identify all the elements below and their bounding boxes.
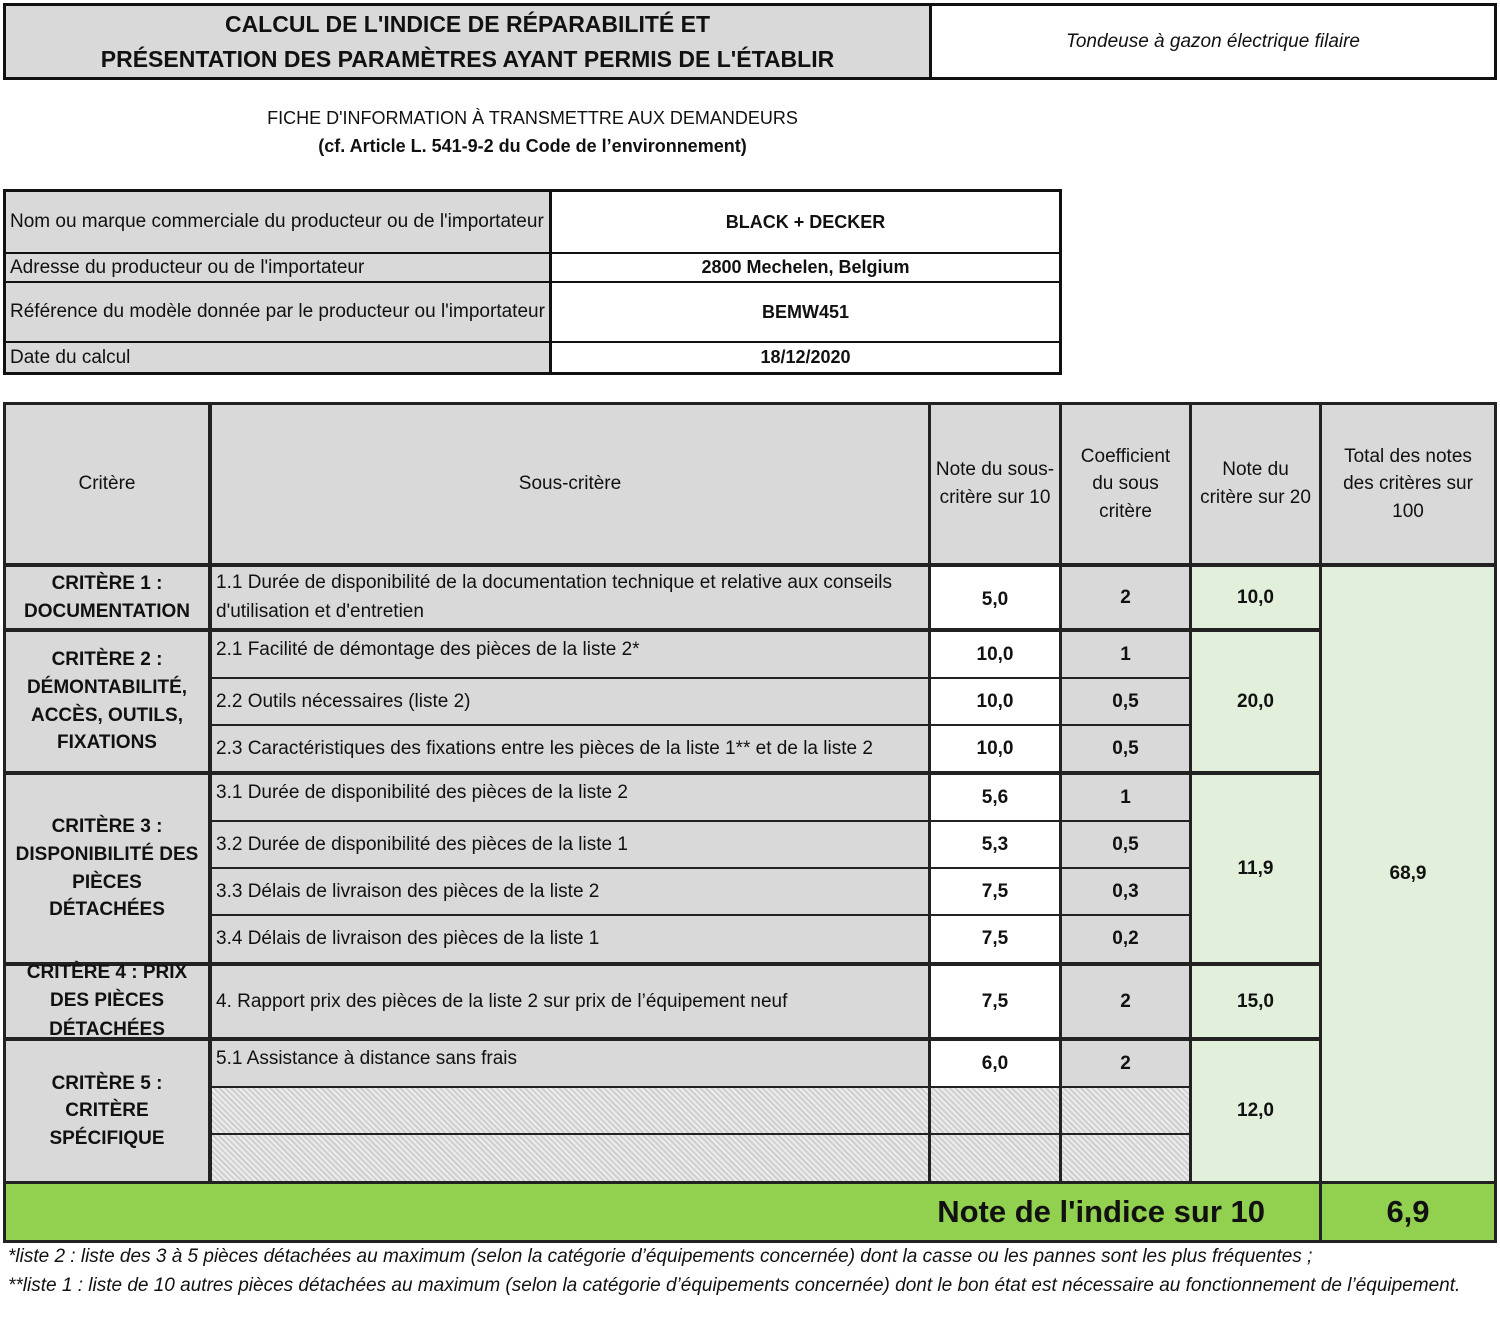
form-subtitle — [100, 102, 965, 164]
coef-5-1: 2 — [1062, 1041, 1189, 1086]
note-2-1: 10,0 — [931, 632, 1059, 677]
criterion-2-label: CRITÈRE 2 : DÉMONTABILITÉ, ACCÈS, OUTILS, FIXATIONS — [6, 632, 208, 771]
info-value-date: 18/12/2020 — [552, 343, 1059, 372]
subcriterion-3-3: 3.3 Délais de livraison des pièces de la liste 2 — [212, 869, 928, 914]
index-score: 6,9 — [1322, 1184, 1494, 1240]
criterion-5-label: CRITÈRE 5 : CRITÈRE SPÉCIFIQUE — [6, 1041, 208, 1181]
empty-subcriterion-5-3 — [212, 1135, 928, 1181]
header-sous-critere: Sous-critère — [212, 405, 928, 563]
info-value-model: BEMW451 — [552, 283, 1059, 341]
footnote-liste-2: *liste 2 : liste des 3 à 5 pièces détachées au maximum (selon la catégorie d’équipements concernée) dont la casse ou les pannes sont les plus fréquentes ; — [8, 1246, 1313, 1267]
note-2-3: 10,0 — [931, 726, 1059, 771]
index-label: Note de l'indice sur 10 — [6, 1184, 1319, 1240]
footnotes — [8, 1243, 1478, 1327]
empty-coef-5-3 — [1062, 1135, 1189, 1181]
empty-note-5-3 — [931, 1135, 1059, 1181]
total-score: 68,9 — [1322, 567, 1494, 1181]
criterion-3-score: 11,9 — [1192, 775, 1319, 962]
note-5-1: 6,0 — [931, 1041, 1059, 1086]
coef-2-1: 1 — [1062, 632, 1189, 677]
note-4: 7,5 — [931, 966, 1059, 1037]
coef-3-2: 0,5 — [1062, 822, 1189, 867]
info-label-model: Référence du modèle donnée par le producteur ou l'importateur — [6, 283, 549, 341]
empty-coef-5-2 — [1062, 1088, 1189, 1133]
coef-3-3: 0,3 — [1062, 869, 1189, 914]
coef-2-3: 0,5 — [1062, 726, 1189, 771]
document-title — [6, 6, 929, 77]
criterion-4-score: 15,0 — [1192, 966, 1319, 1037]
note-3-2: 5,3 — [931, 822, 1059, 867]
info-label-address: Adresse du producteur ou de l'importateur — [6, 254, 549, 281]
note-1-1: 5,0 — [931, 567, 1059, 628]
header-note-critere: Note du critère sur 20 — [1192, 405, 1319, 563]
document-title-line2: PRÉSENTATION DES PARAMÈTRES AYANT PERMIS DE L'ÉTABLIR — [100, 45, 835, 72]
empty-note-5-2 — [931, 1088, 1059, 1133]
document-title-line1: CALCUL DE L'INDICE DE RÉPARABILITÉ ET — [224, 11, 711, 37]
coef-3-4: 0,2 — [1062, 916, 1189, 962]
note-3-1: 5,6 — [931, 775, 1059, 820]
subcriterion-2-1: 2.1 Facilité de démontage des pièces de la liste 2* — [212, 632, 928, 677]
subcriterion-3-4: 3.4 Délais de livraison des pièces de la liste 1 — [212, 916, 928, 962]
note-3-3: 7,5 — [931, 869, 1059, 914]
subcriterion-2-2: 2.2 Outils nécessaires (liste 2) — [212, 679, 928, 724]
empty-subcriterion-5-2 — [212, 1088, 928, 1133]
subcriterion-5-1: 5.1 Assistance à distance sans frais — [212, 1041, 928, 1086]
coef-4: 2 — [1062, 966, 1189, 1037]
criterion-2-score: 20,0 — [1192, 632, 1319, 771]
criterion-1-score: 10,0 — [1192, 567, 1319, 628]
coef-1-1: 2 — [1062, 567, 1189, 628]
form-subtitle-line1: FICHE D'INFORMATION À TRANSMETTRE AUX DEMANDEURS — [267, 108, 798, 129]
header-critere: Critère — [6, 405, 208, 563]
criterion-1-label: CRITÈRE 1 : DOCUMENTATION — [6, 567, 208, 628]
criterion-3-label: CRITÈRE 3 : DISPONIBILITÉ DES PIÈCES DÉTACHÉES — [6, 775, 208, 962]
info-value-brand: BLACK + DECKER — [552, 192, 1059, 252]
header-coefficient: Coefficient du sous critère — [1062, 405, 1189, 563]
criterion-5-score: 12,0 — [1192, 1041, 1319, 1181]
subcriterion-2-3: 2.3 Caractéristiques des fixations entre les pièces de la liste 1** et de la liste 2 — [212, 726, 928, 771]
subcriterion-1-1: 1.1 Durée de disponibilité de la documentation technique et relative aux conseils d'utilisation et d'entretien — [212, 567, 928, 628]
coef-3-1: 1 — [1062, 775, 1189, 820]
subcriterion-3-2: 3.2 Durée de disponibilité des pièces de la liste 1 — [212, 822, 928, 867]
note-3-4: 7,5 — [931, 916, 1059, 962]
info-label-brand: Nom ou marque commerciale du producteur ou de l'importateur — [6, 192, 549, 252]
header-total: Total des notes des critères sur 100 — [1322, 405, 1494, 563]
info-label-date: Date du calcul — [6, 343, 549, 372]
form-subtitle-line2: (cf. Article L. 541-9-2 du Code de l’environnement) — [318, 136, 747, 156]
note-2-2: 10,0 — [931, 679, 1059, 724]
subcriterion-4: 4. Rapport prix des pièces de la liste 2 sur prix de l’équipement neuf — [212, 966, 928, 1037]
header-note-sous-critere: Note du sous-critère sur 10 — [931, 405, 1059, 563]
info-value-address: 2800 Mechelen, Belgium — [552, 254, 1059, 281]
product-name: Tondeuse à gazon électrique filaire — [932, 6, 1494, 77]
footnote-liste-1: **liste 1 : liste de 10 autres pièces détachées au maximum (selon la catégorie d’équipements concernée) dont le bon état est nécessaire au fonctionnement de l’équipement. — [8, 1274, 1461, 1296]
criterion-4-label: CRITÈRE 4 : PRIX DES PIÈCES DÉTACHÉES — [6, 966, 208, 1037]
subcriterion-3-1: 3.1 Durée de disponibilité des pièces de la liste 2 — [212, 775, 928, 820]
coef-2-2: 0,5 — [1062, 679, 1189, 724]
